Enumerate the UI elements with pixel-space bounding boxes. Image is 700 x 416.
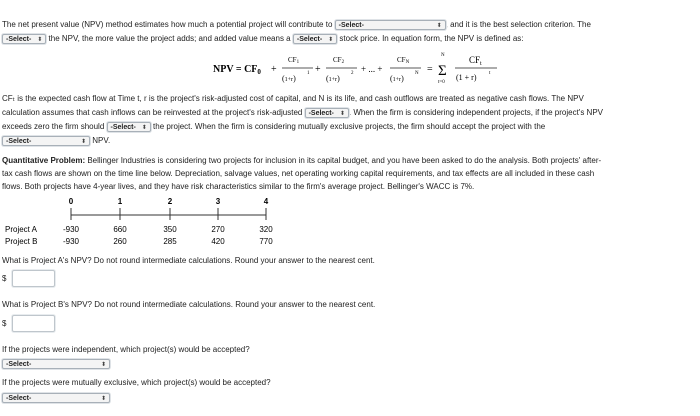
select-npv-contribution[interactable]: -Select- ⬍ [335, 20, 446, 30]
explain-text-3b: the project. When the firm is considering mutually exclusive projects, the firm should accept the project with the [153, 122, 546, 131]
intro-text-3: the NPV, the more value the project adds; and added value means a [48, 34, 291, 43]
timeline-cash-flow-value: 260 [113, 237, 127, 246]
formula-npv-label: NPV = $CF_0$ [213, 64, 261, 76]
select-arrow-icon: ⬍ [100, 396, 106, 402]
intro-line-2 [2, 33, 523, 44]
npv-formula [205, 48, 525, 90]
select-accept-reject[interactable]: -Select- ⬍ [107, 122, 151, 132]
intro-text-2: , and it is the best selection criterion. The [445, 20, 591, 29]
explain-line-1: CFₜ is the expected cash flow at Time t, r is the project's risk-adjusted cost of capital, and N is its life, and cash outflows are treated as negative cash flows. The NPV [2, 94, 584, 103]
timeline-period-label: 0 [68, 197, 74, 206]
project-a-npv-input[interactable] [12, 270, 55, 287]
currency-label: $ [2, 274, 7, 283]
timeline-period-label: 4 [263, 197, 269, 206]
question-independent: If the projects were independent, which project(s) would be accepted? [2, 345, 250, 354]
problem-label: Quantitative Problem: [2, 156, 86, 165]
formula-plus-1: + [271, 64, 277, 75]
timeline-row-label: Project A [5, 225, 38, 234]
formula-cf1: CF1 [288, 56, 300, 65]
formula-plus-2: + [315, 64, 321, 75]
timeline-cash-flow-value: 320 [259, 225, 273, 234]
problem-text-1: Bellinger Industries is considering two projects for inclusion in its capital budget, and you have been asked to do the analysis. Both projects' after- [85, 156, 602, 165]
select-reinvest-rate[interactable]: -Select- ⬍ [305, 108, 349, 118]
formula-sum-num: $CF_t$ [469, 55, 482, 67]
select-npv-size[interactable]: -Select- ⬍ [2, 34, 46, 44]
cash-flow-timeline [0, 196, 300, 252]
select-stock-price[interactable]: -Select- ⬍ [293, 34, 337, 44]
timeline-period-label: 2 [167, 197, 173, 206]
select-mutually-exclusive-projects[interactable]: -Select- ⬍ [2, 393, 110, 403]
formula-equals: = [427, 64, 433, 75]
problem-line-3: flows. Both projects have 4-year lives, and they have risk characteristics similar to the firm's average project. Bellinger's WACC is 7%. [2, 182, 475, 191]
timeline-row-label: Project B [5, 237, 38, 246]
select-higher-lower-npv[interactable]: -Select- ⬍ [2, 136, 90, 146]
select-arrow-icon: ⬍ [328, 36, 334, 43]
timeline-cash-flow-value: -930 [62, 237, 80, 246]
intro-line-1 [2, 19, 591, 30]
intro-text-1: The net present value (NPV) method estimates how much a potential project will contribute to [2, 20, 333, 29]
formula-ellipsis: + ... + [361, 64, 383, 74]
select-arrow-icon: ⬍ [436, 22, 442, 29]
select-arrow-icon: ⬍ [37, 36, 43, 43]
explain-text-4: NPV. [92, 136, 111, 145]
formula-denom-n: (1+r) [390, 74, 404, 83]
intro-text-4: stock price. In equation form, the NPV is defined as: [339, 34, 524, 43]
formula-cf2: CF2 [333, 56, 345, 65]
explain-text-3a: exceeds zero the firm should [2, 122, 105, 131]
formula-sigma: Σ [438, 63, 447, 79]
formula-sum-den: (1 + r) [456, 73, 477, 82]
timeline-cash-flow-value: -930 [62, 225, 80, 234]
explain-line-4 [2, 135, 110, 146]
timeline-period-label: 1 [117, 197, 123, 206]
timeline-cash-flow-value: 350 [163, 225, 177, 234]
explain-text-2b: . When the firm is considering independent projects, if the project's NPV [348, 108, 603, 117]
question-project-b: What is Project B's NPV? Do not round intermediate calculations. Round your answer to the nearest cent. [2, 300, 376, 309]
timeline-period-label: 3 [215, 197, 221, 206]
problem-line-2: tax cash flows are shown on the time line below. Depreciation, salvage values, net operating working capital requirements, and tax effects are all included in these cash [2, 169, 595, 178]
formula-exp-2: 2 [351, 71, 354, 76]
formula-sum-top: N [441, 53, 445, 58]
question-mutually-exclusive: If the projects were mutually exclusive, which project(s) would be accepted? [2, 378, 271, 387]
select-arrow-icon: ⬍ [80, 138, 86, 145]
project-b-npv-input[interactable] [12, 315, 55, 332]
explain-line-2 [2, 107, 603, 118]
timeline-cash-flow-value: 660 [113, 225, 127, 234]
select-independent-projects[interactable]: -Select- ⬍ [2, 359, 110, 369]
timeline-cash-flow-value: 770 [259, 237, 273, 246]
explain-text-2a: calculation assumes that cash inflows can be reinvested at the project's risk-adjusted [2, 108, 303, 117]
select-arrow-icon: ⬍ [141, 124, 147, 131]
formula-exp-n: N [415, 71, 419, 76]
formula-exp-1: 1 [307, 71, 310, 76]
formula-sum-bottom: t=0 [438, 80, 445, 85]
problem-line-1 [2, 155, 601, 166]
question-project-a: What is Project A's NPV? Do not round intermediate calculations. Round your answer to the nearest cent. [2, 256, 375, 265]
timeline-cash-flow-value: 420 [211, 237, 225, 246]
currency-label: $ [2, 319, 7, 328]
formula-denom-2: (1+r) [326, 74, 340, 83]
explain-line-3 [2, 121, 545, 132]
select-arrow-icon: ⬍ [339, 110, 345, 117]
timeline-cash-flow-value: 270 [211, 225, 225, 234]
select-arrow-icon: ⬍ [100, 362, 106, 368]
timeline-cash-flow-value: 285 [163, 237, 177, 246]
formula-exp-t: t [489, 71, 491, 76]
formula-denom-1: (1+r) [282, 74, 296, 83]
formula-cfn: CFN [397, 56, 410, 65]
